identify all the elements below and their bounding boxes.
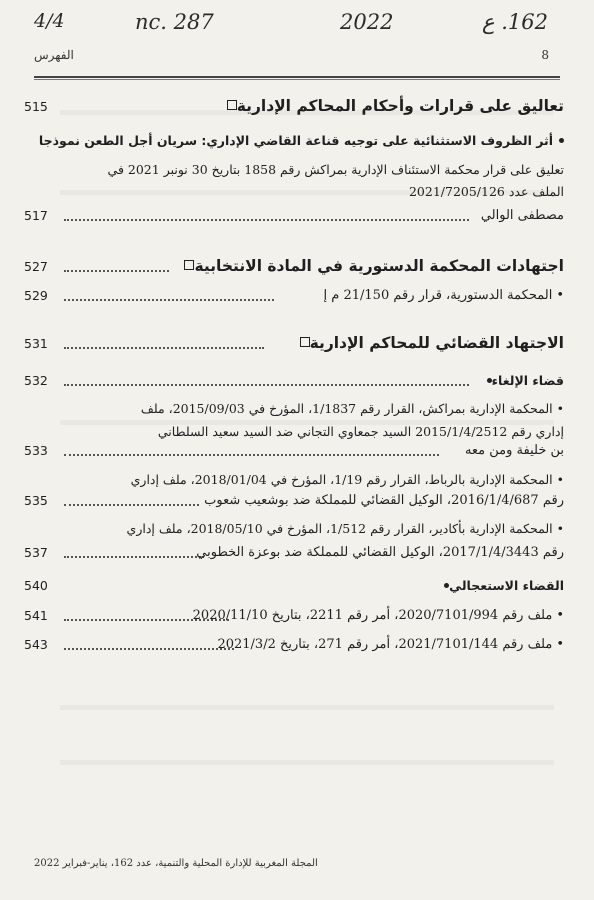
toc-page-number: 515 — [24, 99, 48, 114]
handwritten-year: 2022 — [340, 10, 394, 34]
dot-leader — [64, 648, 234, 650]
dot-leader — [64, 270, 169, 272]
toc-page-number: 537 — [24, 545, 48, 560]
toc-entry-text: رقم 2017/1/4/3443، الوكيل القضائي للمملكة ضد بوعزة الخطوبي — [196, 545, 564, 560]
toc-entry-text: الملف عدد 2021/7205/126 — [408, 184, 564, 199]
bullet-icon — [559, 138, 564, 143]
toc-entry-text: •ملف رقم 2020/7101/994، أمر رقم 2211، بتاريخ 2020/11/10 — [192, 608, 564, 623]
dot-leader — [64, 347, 264, 349]
dot-leader — [64, 504, 199, 506]
section-title: تعاليق على قرارات وأحكام المحاكم الإدارية — [220, 97, 564, 115]
toc-entry-text: رقم 2016/1/4/687، الوكيل القضائي للمملكة ضد بوشعيب شعوب — [204, 493, 564, 508]
toc-entry-text: •المحكمة الدستورية، قرار رقم 21/150 م إ — [323, 288, 564, 303]
handwritten-note-left: 4/4 — [34, 10, 65, 32]
toc-entry-author: مصطفى الوالي — [480, 208, 564, 223]
toc-page-number: 541 — [24, 608, 48, 623]
page-number: 8 — [541, 48, 549, 62]
toc-section-heading[interactable] — [24, 336, 564, 358]
toc-entry[interactable] — [24, 288, 564, 310]
toc-section-heading[interactable] — [24, 99, 564, 121]
toc-page-number: 529 — [24, 288, 48, 303]
checkbox-bullet-icon — [300, 337, 310, 347]
toc-entry[interactable] — [24, 637, 564, 659]
toc-page-number: 527 — [24, 259, 48, 274]
journal-footer: المجلة المغربية للإدارة المحلية والتنمية، عدد 162، يناير-فبراير 2022 — [34, 858, 318, 869]
dot-leader — [64, 556, 204, 558]
bleed-through — [60, 760, 554, 765]
toc-entry-text: •المحكمة الإدارية بالرباط، القرار رقم 1/19، المؤرخ في 2018/01/04، ملف إداري — [130, 472, 564, 487]
header-rule-thin — [34, 79, 560, 80]
dot-leader — [64, 384, 469, 386]
toc-entry[interactable] — [24, 545, 564, 567]
toc-page-number: 543 — [24, 637, 48, 652]
toc-entry-title[interactable]: أثر الظروف الاستثنائية على توجيه قناعة القاضي الإداري: سريان أجل الطعن نموذجا — [39, 131, 564, 150]
toc-page-number: 517 — [24, 208, 48, 223]
toc-page-number: 540 — [24, 578, 48, 593]
dot-leader — [64, 299, 274, 301]
subsection-title: قضاء الإلغاء — [481, 373, 564, 388]
toc-subsection[interactable] — [24, 578, 564, 600]
bleed-through — [60, 705, 554, 710]
handwritten-reference: nc. 287 — [135, 10, 214, 34]
checkbox-bullet-icon — [184, 260, 194, 270]
toc-page-number: 535 — [24, 493, 48, 508]
dot-leader — [64, 219, 469, 221]
toc-page-number: 532 — [24, 373, 48, 388]
header-rule — [34, 76, 560, 78]
toc-entry-text: إداري رقم 2015/1/4/2512 السيد جمعاوي التجاني ضد السيد سعيد السلطاني — [157, 424, 564, 439]
toc-entry-text: •المحكمة الإدارية بأكادير، القرار رقم 1/512، المؤرخ في 2018/05/10، ملف إداري — [126, 521, 564, 536]
toc-section-heading[interactable] — [24, 259, 564, 281]
subsection-title: القضاء الاستعجالي — [438, 578, 564, 593]
section-title: الاجتهاد القضائي للمحاكم الإدارية — [293, 334, 564, 352]
handwritten-issue: 162. ع — [482, 10, 548, 34]
toc-page-number: 531 — [24, 336, 48, 351]
toc-entry[interactable] — [24, 208, 564, 230]
toc-entry[interactable] — [24, 608, 564, 630]
toc-subsection[interactable] — [24, 373, 564, 395]
toc-entry-text: •ملف رقم 2021/7101/144، أمر رقم 271، بتاريخ 2021/3/2 — [217, 637, 564, 652]
toc-entry[interactable] — [24, 443, 564, 465]
toc-entry-text: •المحكمة الإدارية بمراكش، القرار رقم 1/1837، المؤرخ في 2015/09/03، ملف — [140, 401, 564, 416]
section-title: اجتهادات المحكمة الدستورية في المادة الانتخابية — [177, 257, 564, 275]
checkbox-bullet-icon — [227, 100, 237, 110]
toc-entry[interactable] — [24, 493, 564, 515]
toc-entry-text: تعليق على قرار محكمة الاستئناف الإدارية بمراكش رقم 1858 بتاريخ 30 نونبر 2021 في — [107, 162, 564, 177]
running-title: الفهرس — [34, 48, 74, 62]
dot-leader — [64, 454, 439, 456]
toc-page-number: 533 — [24, 443, 48, 458]
toc-entry-text: بن خليفة ومن معه — [464, 443, 564, 458]
